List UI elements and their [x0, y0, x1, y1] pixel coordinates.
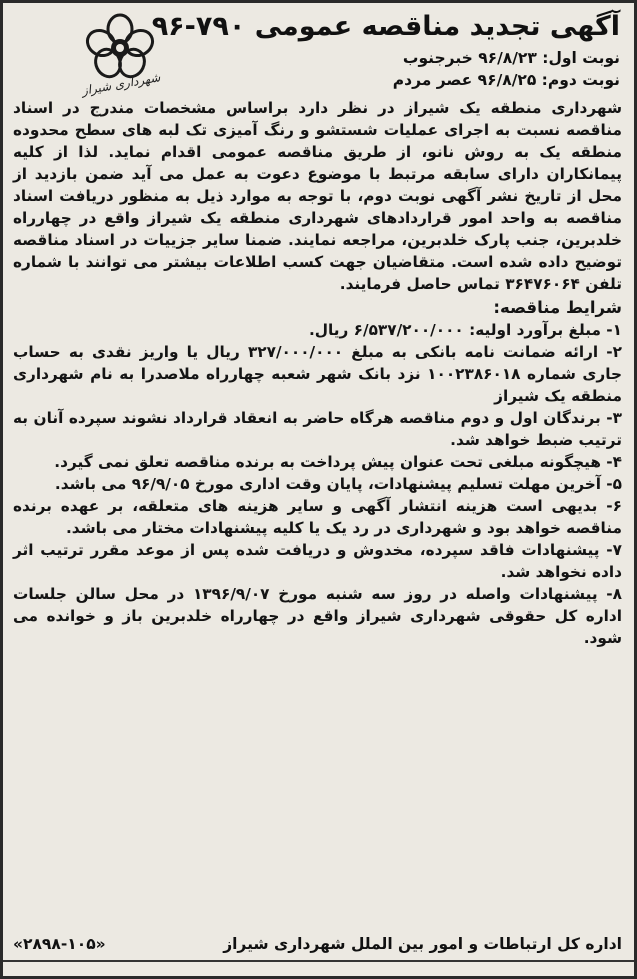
notice-title: آگهی تجدید مناقصه عمومی ۷۹۰-۹۶: [151, 11, 620, 42]
notice-body: [13, 97, 622, 649]
condition-item: ۶- بدیهی است هزینه انتشار آگهی و سایر هزینه های متعلقه، بر عهده برنده مناقصه خواهد بود و شهرداری در رد یک یا کلیه پیشنهادات مختار می باشد.: [13, 497, 622, 537]
signature: اداره کل ارتباطات و امور بین الملل شهرداری شیراز: [223, 935, 622, 953]
first-round-publication: نوبت اول: ۹۶/۸/۲۳ خبرجنوب: [402, 49, 620, 67]
condition-item: ۷- پیشنهادات فاقد سپرده، مخدوش و دریافت شده پس از موعد مقرر ترتیب اثر داده نخواهد شد.: [13, 541, 622, 581]
condition-item: ۸- پیشنهادات واصله در روز سه شنبه مورخ ۱۳۹۶/۹/۰۷ در محل سالن جلسات اداره کل حقوقی شهرداری شیراز واقع در چهارراه خلدبرین باز و خوانده می شود.: [13, 585, 622, 647]
logo-caption: شهرداری شیراز: [80, 70, 162, 98]
conditions-list: [13, 319, 622, 649]
second-round-publication: نوبت دوم: ۹۶/۸/۲۵ عصر مردم: [392, 71, 620, 89]
condition-item: ۱- مبلغ برآورد اولیه: ۶/۵۳۷/۲۰۰/۰۰۰ ریال.: [308, 321, 622, 339]
notice-header: [151, 7, 620, 91]
bottom-divider: [3, 960, 634, 962]
condition-item: ۵- آخرین مهلت تسلیم پیشنهادات، پایان وقت اداری مورخ ۹۶/۹/۰۵ می باشد.: [54, 475, 622, 493]
notice-footer: [13, 933, 622, 955]
condition-item: ۲- ارائه ضمانت نامه بانکی به مبلغ ۳۲۷/۰۰۰/۰۰۰ ریال یا واریز نقدی به حساب جاری شماره ۱۰۰۲۳۸۶۰۱۸ نزد بانک شهر شعبه چهارراه ملاصدرا به نام شهرداری منطقه یک شیراز: [13, 343, 623, 405]
reference-code: «۲۸۹۸-۱۰۵»: [13, 935, 106, 953]
condition-item: ۳- برندگان اول و دوم مناقصه هرگاه حاضر به انعقاد قرارداد نشوند سپرده آنان به ترتیب ضبط خواهد شد.: [13, 409, 622, 449]
condition-item: ۴- هیچگونه مبلغی تحت عنوان پیش پرداخت به برنده مناقصه تعلق نمی گیرد.: [54, 453, 622, 471]
conditions-title: شرایط مناقصه:: [493, 298, 622, 317]
notice-intro: شهرداری منطقه یک شیراز در نظر دارد براساس مشخصات مندرج در اسناد مناقصه نسبت به اجرای عملیات شستشو و رنگ آمیزی تک لبه های سطح محدوده منطقه یک به روش نانو، از طریق مناقصه عمومی اقدام نماید. لذا از کلیه پیمانکاران دارای سابقه مرتبط با موضوع دعوت به عمل می آید ضمن بازدید از محل از تاریخ نشر آگهی نوبت دوم، با توجه به موارد ذیل به منظور دریافت اسناد مناقصه به واحد امور قراردادهای شهرداری منطقه یک شیراز واقع در چهارراه خلدبرین، جنب پارک خلدبرین، مراجعه نمایند. ضمنا سایر جزییات در اسناد مناقصه توضیح داده شده است. متقاضیان جهت کسب اطلاعات بیشتر می توانند با شماره تلفن ۳۶۴۷۶۰۶۴ تماس حاصل فرمایند.: [13, 99, 622, 293]
